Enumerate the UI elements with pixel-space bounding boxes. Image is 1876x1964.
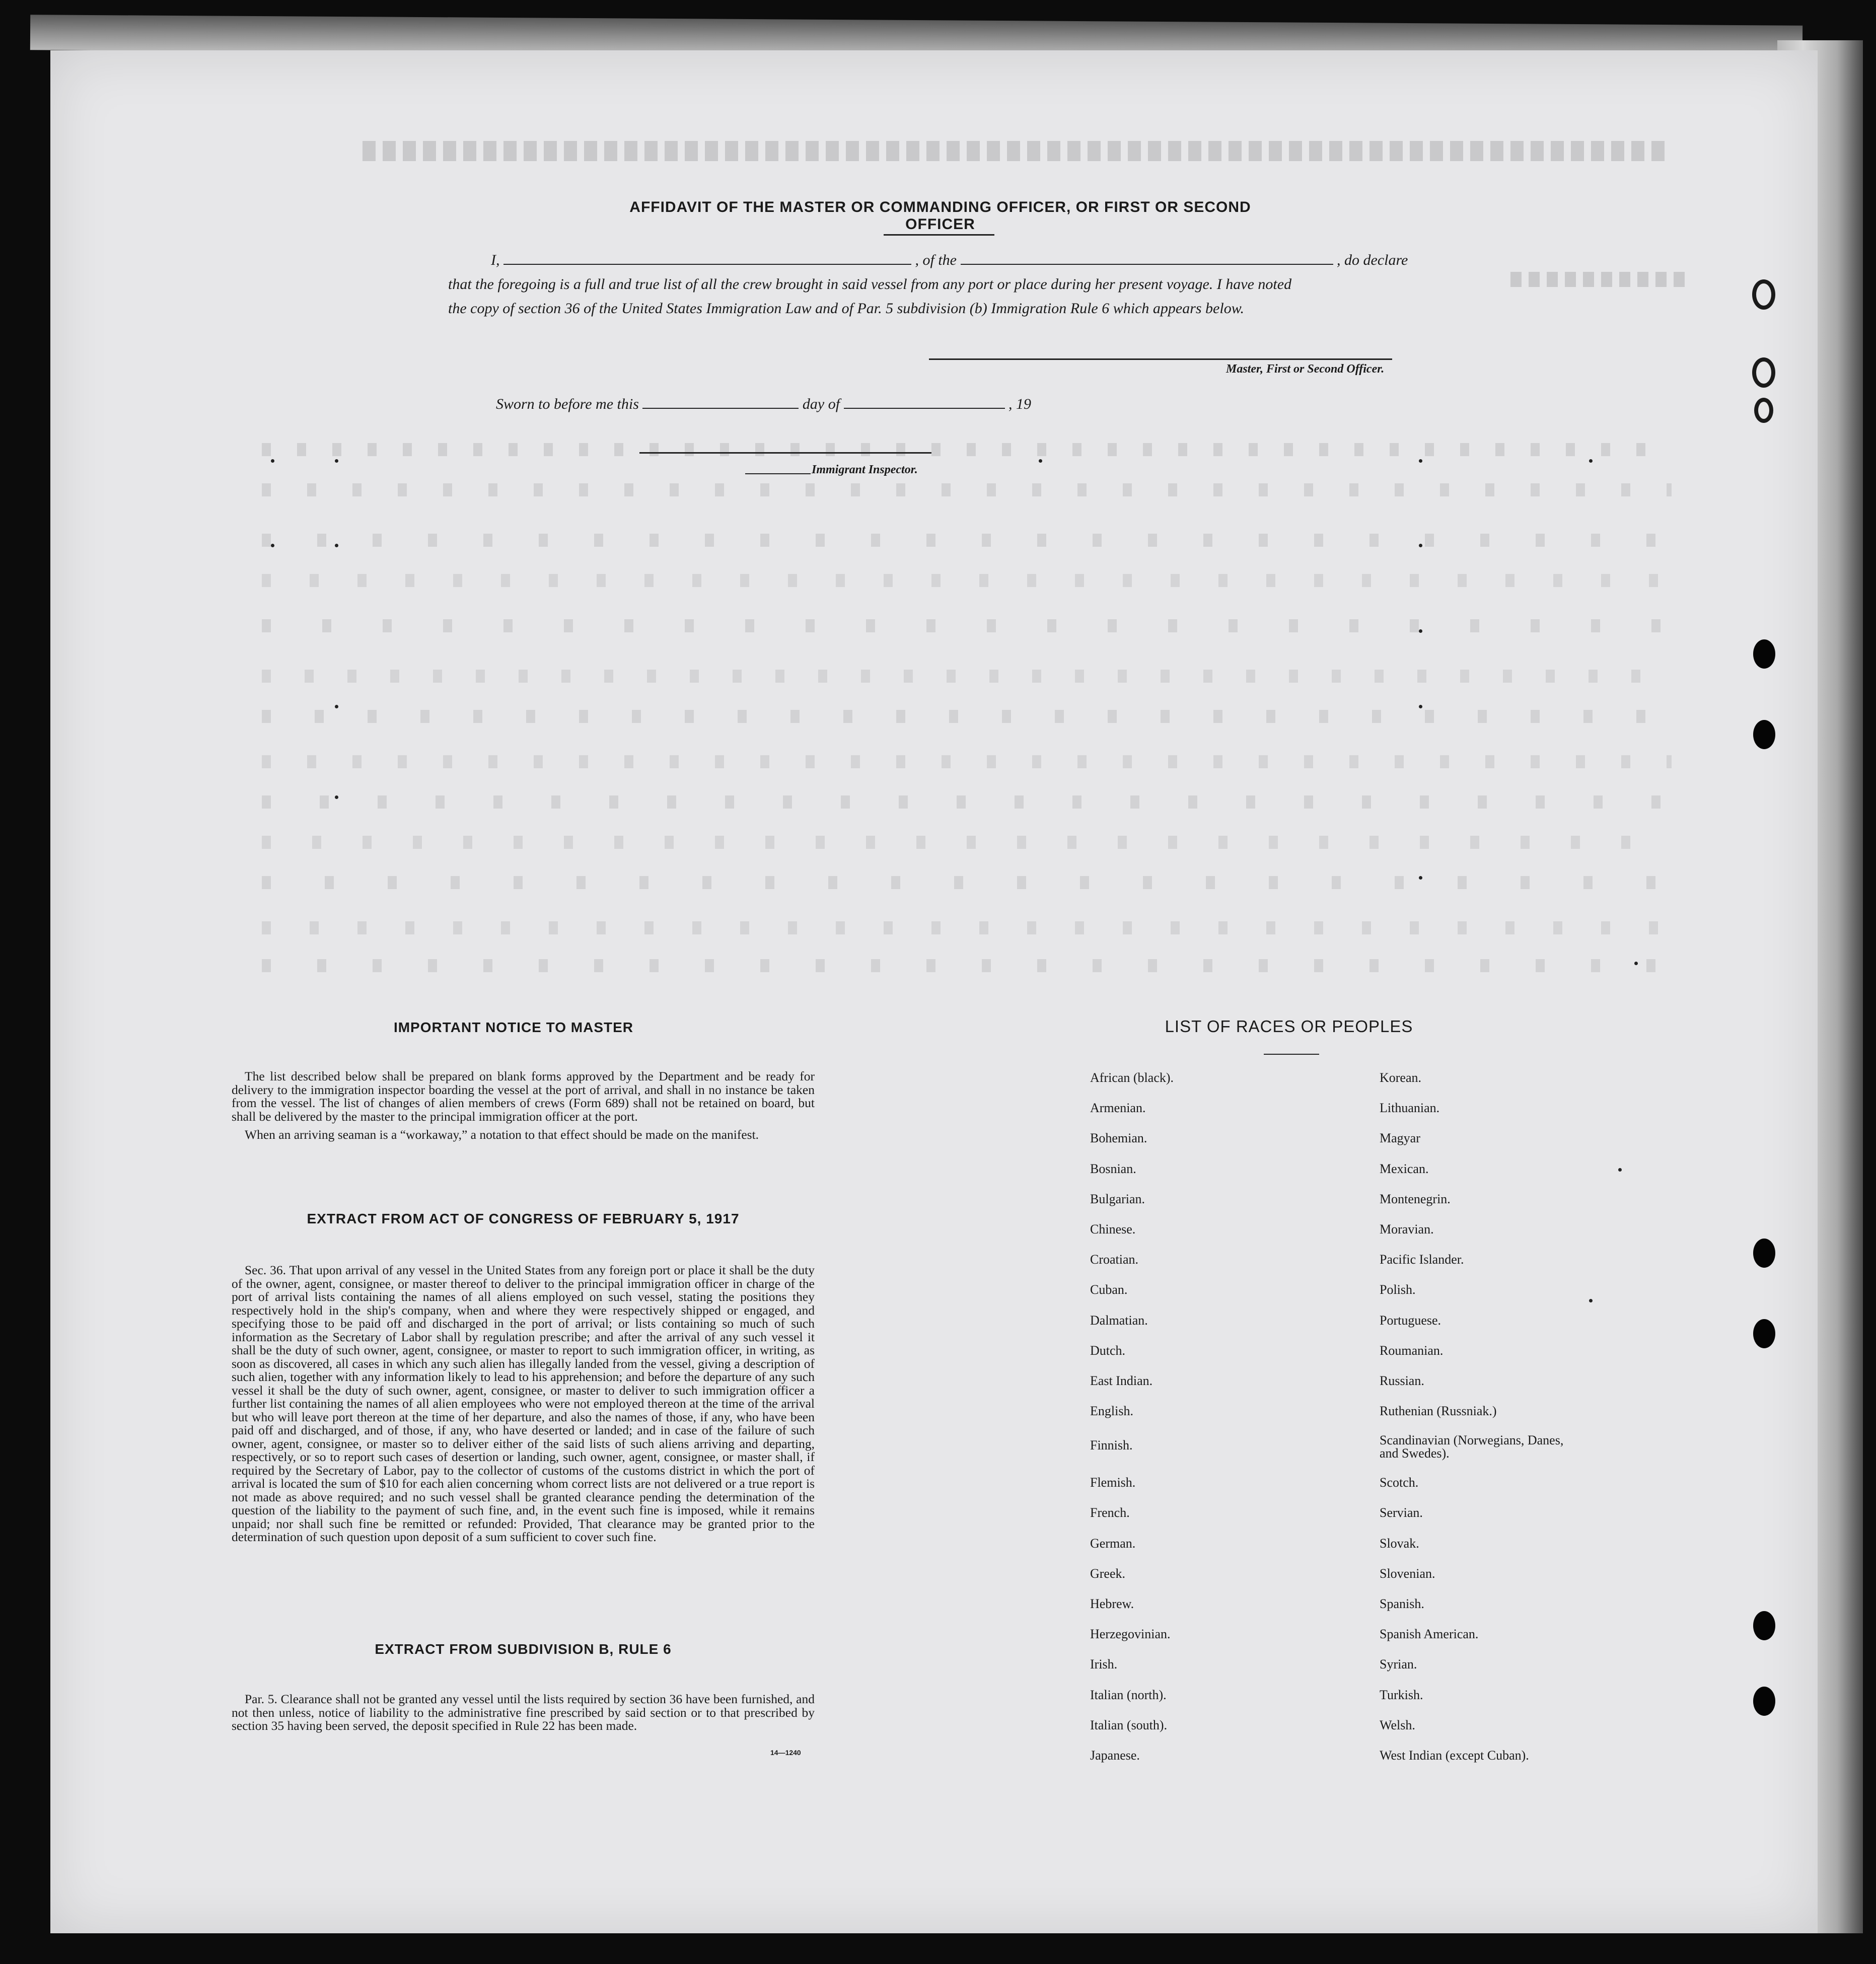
sworn-day-of: day of	[802, 396, 840, 412]
sworn-day-field[interactable]	[642, 399, 799, 409]
races-right-column	[1380, 1070, 1571, 1778]
declarant-prefix: I,	[491, 252, 500, 268]
sworn-year-prefix: , 19	[1008, 396, 1032, 412]
affidavit-line-3: the copy of section 36 of the United States Immigration Law and of Par. 5 subdivision (b) Immigration Rule 6 which appears below.	[448, 300, 1244, 317]
race-item: Hebrew.	[1090, 1596, 1134, 1611]
extract-rule-text	[232, 1693, 815, 1738]
race-item: Cuban.	[1090, 1282, 1128, 1297]
race-item: Lithuanian.	[1380, 1101, 1440, 1116]
race-item: Herzegovinian.	[1090, 1627, 1171, 1642]
vessel-name-field[interactable]	[961, 255, 1333, 265]
form-number: 14—1240	[770, 1749, 801, 1757]
race-item: English.	[1090, 1404, 1133, 1419]
sworn-month-field[interactable]	[844, 399, 1005, 409]
race-item: Roumanian.	[1380, 1343, 1444, 1358]
races-left-column	[1090, 1070, 1174, 1778]
race-item: French.	[1090, 1505, 1130, 1520]
race-item: African (black).	[1090, 1070, 1174, 1085]
race-item: Dalmatian.	[1090, 1313, 1148, 1328]
race-item: Italian (north).	[1090, 1687, 1167, 1702]
notice-text	[232, 1070, 815, 1147]
affidavit-line-1	[491, 252, 1408, 269]
race-item: Welsh.	[1380, 1717, 1415, 1732]
race-item: Bohemian.	[1090, 1131, 1147, 1146]
sworn-line	[496, 396, 1031, 413]
race-item: Korean.	[1380, 1070, 1422, 1085]
race-item: Scandinavian (Norwegians, Danes, and Swedes).	[1380, 1433, 1564, 1461]
race-item: Moravian.	[1380, 1221, 1434, 1236]
notice-heading: IMPORTANT NOTICE TO MASTER	[393, 1020, 634, 1035]
sworn-prefix: Sworn to before me this	[496, 396, 639, 412]
race-item: Servian.	[1380, 1505, 1423, 1520]
master-caption: Master, First or Second Officer.	[1226, 362, 1385, 376]
race-item: Montenegrin.	[1380, 1191, 1451, 1206]
race-item: Finnish.	[1090, 1438, 1133, 1453]
vessel-prefix: , of the	[915, 252, 957, 268]
race-item: West Indian (except Cuban).	[1380, 1748, 1529, 1763]
race-item: Pacific Islander.	[1380, 1252, 1464, 1267]
race-item: Flemish.	[1090, 1475, 1136, 1490]
race-item: Japanese.	[1090, 1748, 1140, 1763]
race-item: Italian (south).	[1090, 1717, 1168, 1732]
inspector-signature-field[interactable]	[639, 452, 931, 454]
race-item: Bosnian.	[1090, 1161, 1136, 1176]
extract-act-text	[232, 1264, 815, 1549]
title-rule	[884, 234, 994, 236]
race-item: Spanish.	[1380, 1596, 1424, 1611]
race-item: Slovenian.	[1380, 1566, 1435, 1581]
notice-paragraph-2: When an arriving seaman is a “workaway,” a notation to that effect should be made on the manifest.	[245, 1127, 759, 1142]
race-item: Armenian.	[1090, 1101, 1146, 1116]
section-36-text: Sec. 36. That upon arrival of any vessel in the United States from any foreign port or place it shall be the duty of the owner, agent, consignee, or master thereof to deliver to the principal immigration officer in charge of the port of arrival lists containing the names of all aliens employed on such vessel, stating the positions they respectively hold in the ship's company, when and where they were respectively shipped or engaged, and specifying those to be paid off and discharged in the port of arrival; or lists containing so much of such information as the Secretary of Labor shall by regulation prescribe; and after the arrival of any such vessel it shall be the duty of such owner, agent, consignee, or master to report to such immigration officer, in writing, as soon as discovered, all cases in which any such alien has illegally landed from the vessel, giving a description of such alien, together with any information likely to lead to his apprehension; and before the departure of any such vessel it shall be the duty of such owner, agent, consignee, or master to deliver to such immigration officer a further list containing the names of all alien employees who were not employed thereon at the time of the arrival but who will leave port thereon at the time of her departure, and also the names of those, if any, who have been paid off and discharged, and of those, if any, who have deserted or landed; and in case of the failure of such owner, agent, consignee, or master so to deliver either of the said lists of such aliens arriving and departing, respectively, or so to report such cases of desertion or landing, such owner, agent, consignee, or master shall, if required by the Secretary of Labor, pay to the collector of customs of the customs district in which the port of arrival is located the sum of $10 for each alien concerning whom correct lists are not delivered or a true report is not made as above required; and no such vessel shall be granted clearance pending the determination of the question of the liability to the payment of such fine, and, in the event such fine is imposed, while it remains unpaid; nor shall such fine be remitted or refunded: Provided, That clearance may be granted prior to the determination of such question upon deposit of a sum sufficient to cover such fine.	[232, 1263, 815, 1544]
races-heading-rule	[1264, 1054, 1319, 1055]
race-item: Irish.	[1090, 1657, 1118, 1672]
inspector-caption: Immigrant Inspector.	[812, 463, 918, 476]
declarant-name-field[interactable]	[503, 255, 911, 265]
race-item: Dutch.	[1090, 1343, 1126, 1358]
races-heading: LIST OF RACES OR PEOPLES	[1165, 1017, 1413, 1036]
master-signature-field[interactable]	[929, 358, 1392, 360]
race-item: Mexican.	[1380, 1161, 1429, 1176]
race-item: Greek.	[1090, 1566, 1126, 1581]
race-item: Ruthenian (Russniak.)	[1380, 1404, 1497, 1419]
affidavit-line-2: that the foregoing is a full and true list of all the crew brought in said vessel from any port or place during her present voyage. I have noted	[448, 276, 1292, 293]
race-item: Polish.	[1380, 1282, 1416, 1297]
extract-act-heading: EXTRACT FROM ACT OF CONGRESS OF FEBRUARY 5, 1917	[307, 1211, 740, 1226]
race-item: Turkish.	[1380, 1687, 1423, 1702]
race-item: German.	[1090, 1536, 1136, 1551]
race-item: Chinese.	[1090, 1221, 1136, 1236]
affidavit-title: AFFIDAVIT OF THE MASTER OR COMMANDING OFFICER, OR FIRST OR SECOND OFFICER	[629, 199, 1251, 233]
declare-text: , do declare	[1337, 252, 1408, 268]
inspector-lead-rule	[745, 473, 811, 474]
race-item: Croatian.	[1090, 1252, 1139, 1267]
race-item: East Indian.	[1090, 1373, 1153, 1388]
race-item: Bulgarian.	[1090, 1191, 1145, 1206]
race-item: Slovak.	[1380, 1536, 1419, 1551]
race-item: Syrian.	[1380, 1657, 1417, 1672]
race-item: Scotch.	[1380, 1475, 1419, 1490]
paragraph-5-text: Par. 5. Clearance shall not be granted any vessel until the lists required by section 36 have been furnished, and not then unless, notice of liability to the administrative fine prescribed by said section or to that prescribed by section 35 having been served, the deposit specified in Rule 22 has been made.	[232, 1692, 815, 1733]
race-item: Magyar	[1380, 1131, 1420, 1146]
extract-rule-heading: EXTRACT FROM SUBDIVISION B, RULE 6	[375, 1641, 672, 1657]
race-item: Spanish American.	[1380, 1627, 1479, 1642]
notice-paragraph-1: The list described below shall be prepared on blank forms approved by the Department and be ready for delivery to the immigration inspector boarding the vessel at the port of arrival, and shall in no instance be taken from the vessel. The list of changes of alien members of crews (Form 689) shall not be retained on board, but shall be delivered by the master to the principal immigration officer at the port.	[232, 1069, 815, 1124]
race-item: Portuguese.	[1380, 1313, 1441, 1328]
race-item: Russian.	[1380, 1373, 1424, 1388]
